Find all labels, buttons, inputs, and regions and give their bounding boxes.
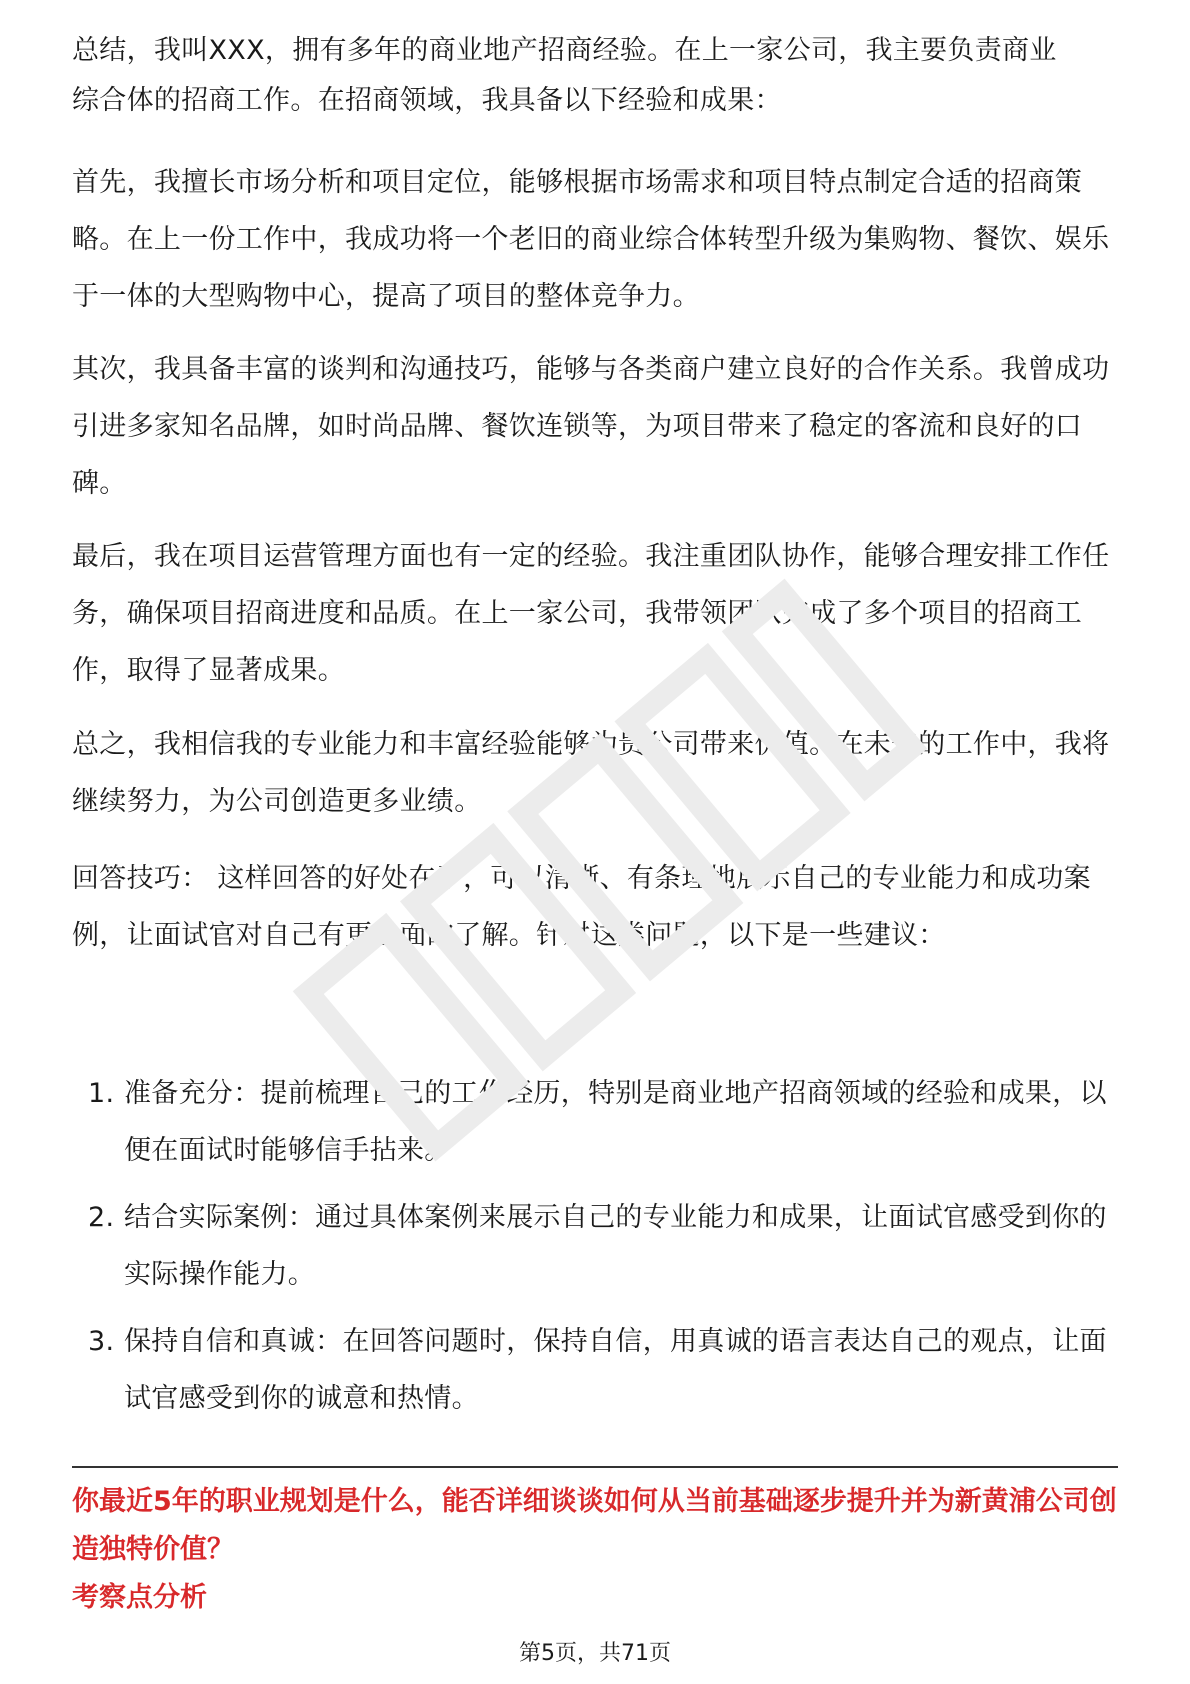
document-page [72, 0, 1118, 1684]
cut-off-top-line [72, 10, 1118, 66]
list-item [72, 1313, 1118, 1427]
list-item-number: 1. [88, 1078, 115, 1109]
list-item [72, 1065, 1118, 1179]
first-point-paragraph: 首先，我擅长市场分析和项目定位，能够根据市场需求和项目特点制定合适的招商策略。在上一份工作中，我成功将一个老旧的商业综合体转型升级为集购物、餐饮、娱乐于一体的大型购物中心，提高了项目的整体竞争力。 [72, 167, 1110, 312]
second-point-paragraph: 其次，我具备丰富的谈判和沟通技巧，能够与各类商户建立良好的合作关系。我曾成功引进多家知名品牌，如时尚品牌、餐饮连锁等，为项目带来了稳定的客流和良好的口碑。 [72, 354, 1110, 499]
list-item-number: 3. [88, 1326, 115, 1357]
analysis-heading: 考察点分析 [72, 1582, 207, 1613]
last-point-paragraph: 最后，我在项目运营管理方面也有一定的经验。我注重团队协作，能够合理安排工作任务，确保项目招商进度和品质。在上一家公司，我带领团队完成了多个项目的招商工作，取得了显著成果。 [72, 541, 1110, 686]
list-item-text: 保持自信和真诚：在回答问题时，保持自信，用真诚的语言表达自己的观点，让面试官感受到你的诚意和热情。 [124, 1326, 1107, 1414]
list-item-text: 结合实际案例：通过具体案例来展示自己的专业能力和成果，让面试官感受到你的实际操作能力。 [124, 1202, 1107, 1290]
tips-list [72, 1065, 1118, 1437]
summary-paragraph: 总之，我相信我的专业能力和丰富经验能够为贵公司带来价值。在未来的工作中，我将继续努力，为公司创造更多业绩。 [72, 729, 1110, 817]
list-item-number: 2. [88, 1202, 115, 1233]
list-item [72, 1189, 1118, 1303]
list-item-text: 准备充分：提前梳理自己的工作经历，特别是商业地产招商领域的经验和成果，以便在面试时能够信手拈来。 [124, 1078, 1107, 1166]
intro-paragraph: 综合体的招商工作。在招商领域，我具备以下经验和成果： [72, 85, 782, 116]
question-heading: 你最近5年的职业规划是什么，能否详细谈谈如何从当前基础逐步提升并为新黄浦公司创造独特价值？ [72, 1486, 1117, 1565]
answer-tips-paragraph: 回答技巧： 这样回答的好处在于，可以清晰、有条理地展示自己的专业能力和成功案例，让面试官对自己有更全面的了解。针对这类问题，以下是一些建议： [72, 863, 1091, 951]
section-divider [72, 1466, 1118, 1468]
top-fragment-text: 总结，我叫XXX，拥有多年的商业地产招商经验。在上一家公司，我主要负责商业 [72, 35, 1057, 66]
page-footer: 第5页，共71页 [519, 1641, 671, 1666]
